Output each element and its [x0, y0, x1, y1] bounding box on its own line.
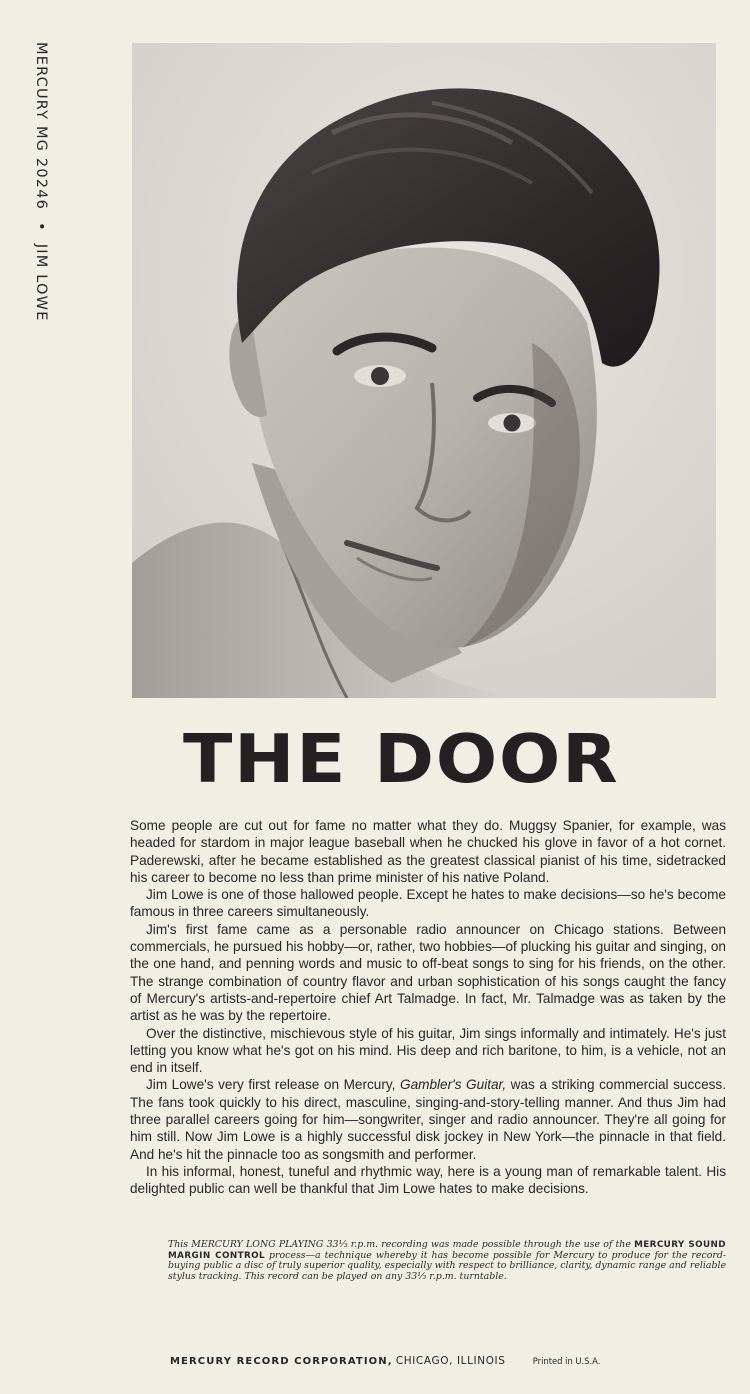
paragraph-2: Jim Lowe is one of those hallowed people. Except he hates to make decisions—so he's become famous in three careers simultaneously.	[130, 887, 726, 920]
paragraph-4: Over the distinctive, mischievous style of his guitar, Jim sings informally and intimately. He's just letting you know what he's got on his mind. His deep and rich baritone, to him, is a vehicle, not an end in itself.	[130, 1025, 726, 1076]
paragraph-1: Some people are cut out for fame no matter what they do. Muggsy Spanier, for example, was headed for stardom in major league baseball when he chucked his glove in favor of a hot cornet. Paderewski, after he became established as the greatest classical pianist of his time, sidetracked his career to become no less than prime minister of his native Poland.	[130, 818, 726, 885]
company-city: CHICAGO, ILLINOIS	[395, 1355, 506, 1367]
sound-margin-control: MERCURY SOUND MARGIN CONTROL	[168, 1240, 727, 1261]
spine-label	[30, 42, 50, 362]
printed-in: Printed in U.S.A.	[532, 1356, 601, 1366]
spine-separator: •	[33, 222, 49, 232]
catalog-number: MERCURY MG 20246	[33, 42, 49, 211]
paragraph-6: In his informal, honest, tuneful and rhythmic way, here is a young man of remarkable talent. His delighted public can well be thankful that Jim Lowe hates to make decisions.	[130, 1163, 726, 1197]
paragraph-5: Jim Lowe's very first release on Mercury, Gambler's Guitar, was a striking commercial success. The fans took quickly to his direct, masculine, singing-and-story-telling manner. And thus Jim had three parallel careers going for him—songwriter, singer and radio announcer. They're all going for him still. Now Jim Lowe is a highly successful disk jockey in New York—the pinnacle in that field. And he's hit the pinnacle too as songsmith and performer.	[130, 1077, 726, 1162]
artist-portrait	[132, 43, 716, 698]
company-name: MERCURY RECORD CORPORATION,	[170, 1356, 393, 1367]
paragraph-3: Jim's first fame came as a personable radio announcer on Chicago stations. Between commercials, he pursued his hobby—or, rather, two hobbies—of plucking his guitar and singing, on the one hand, and penning words and music to off-beat songs to sing for his friends, on the other. The strange combination of country flavor and urban sophistication of his songs caught the fancy of Mercury's artists-and-repertoire chief Art Talmadge. In fact, Mr. Talmadge was as taken by the artist as he was by the repertoire.	[130, 921, 726, 1024]
liner-notes	[130, 817, 726, 1198]
recording-note: This MERCURY LONG PLAYING 33⅓ r.p.m. recording was made possible through the use of the MERCURY SOUND MARGIN CONTROL process—a technique whereby it has become possible for Mercury to produce for the record-buying public a disc of truly superior quality, especially with respect to brilliance, clarity, dynamic range and reliable stylus tracking. This record can be played on any 33⅓ r.p.m. turntable.	[168, 1239, 727, 1282]
footer	[170, 1355, 730, 1367]
portrait-illustration	[132, 43, 716, 698]
spine-artist: JIM LOWE	[33, 243, 49, 322]
song-title: Gambler's Guitar,	[400, 1077, 507, 1093]
album-title: THE DOOR	[183, 720, 620, 798]
